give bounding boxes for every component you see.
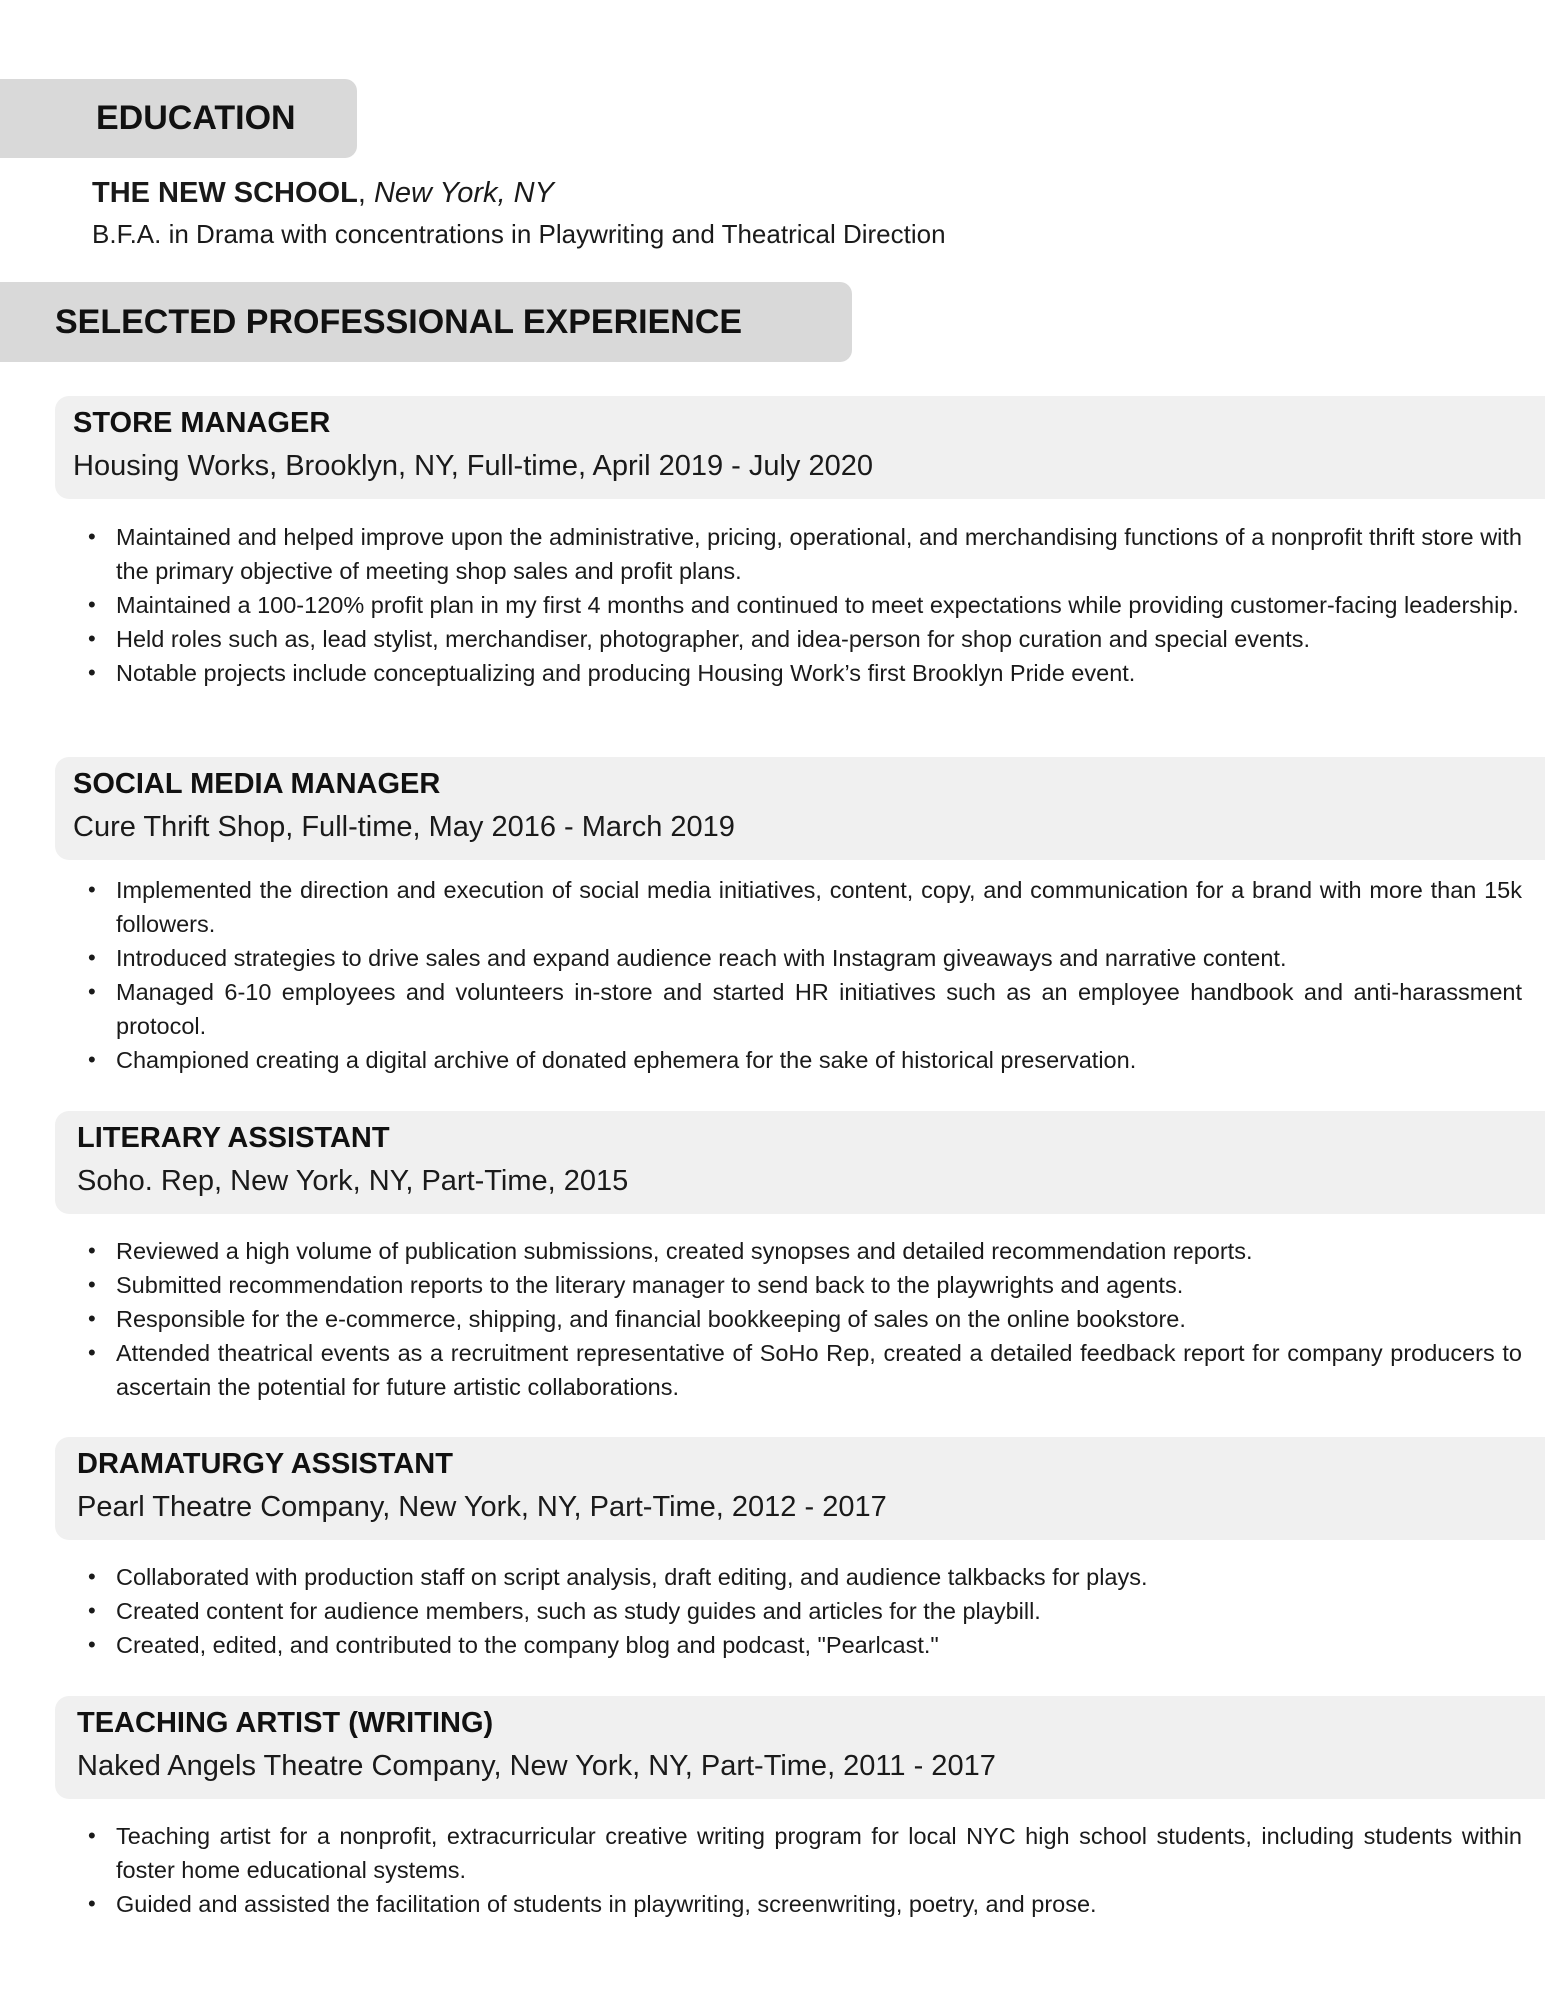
job-title: DRAMATURGY ASSISTANT	[77, 1448, 453, 1480]
bullet-item: • Created, edited, and contributed to the company blog and podcast, "Pearlcast."	[116, 1628, 1522, 1662]
school-separator: ,	[357, 177, 374, 209]
job-header	[55, 396, 1545, 499]
job-header	[55, 1111, 1545, 1214]
bullet-item: • Teaching artist for a nonprofit, extracurricular creative writing program for local NYC high school students, including students within foster home educational systems.	[116, 1819, 1522, 1887]
bullet-item: • Guided and assisted the facilitation of students in playwriting, screenwriting, poetry, and prose.	[116, 1887, 1522, 1921]
bullet-item: • Reviewed a high volume of publication submissions, created synopses and detailed recommendation reports.	[116, 1234, 1522, 1268]
bullet-item: • Attended theatrical events as a recruitment representative of SoHo Rep, created a detailed feedback report for company producers to ascertain the potential for future artistic collaborations.	[116, 1336, 1522, 1404]
school-line	[92, 172, 946, 214]
school-name: THE NEW SCHOOL	[92, 177, 358, 209]
job-title: STORE MANAGER	[73, 407, 331, 439]
bullet-item: • Maintained and helped improve upon the administrative, pricing, operational, and merchandising functions of a nonprofit thrift store with the primary objective of meeting shop sales and profit plans.	[116, 520, 1522, 588]
job-bullets	[116, 520, 1522, 690]
bullet-item: • Held roles such as, lead stylist, merchandiser, photographer, and idea-person for shop curation and special events.	[116, 622, 1522, 656]
bullet-item: • Championed creating a digital archive of donated ephemera for the sake of historical preservation.	[116, 1043, 1522, 1077]
job-header	[55, 1696, 1545, 1799]
job-subtitle: Pearl Theatre Company, New York, NY, Part-Time, 2012 - 2017	[77, 1491, 887, 1523]
job-subtitle: Naked Angels Theatre Company, New York, NY, Part-Time, 2011 - 2017	[77, 1750, 996, 1782]
bullet-item: • Implemented the direction and execution of social media initiatives, content, copy, and communication for a brand with more than 15k followers.	[116, 873, 1522, 941]
job-bullets	[116, 1560, 1522, 1662]
bullet-item: • Managed 6-10 employees and volunteers in-store and started HR initiatives such as an employee handbook and anti-harassment protocol.	[116, 975, 1522, 1043]
job-subtitle: Soho. Rep, New York, NY, Part-Time, 2015	[77, 1165, 629, 1197]
bullet-item: • Created content for audience members, such as study guides and articles for the playbill.	[116, 1594, 1522, 1628]
job-subtitle: Cure Thrift Shop, Full-time, May 2016 - March 2019	[73, 811, 735, 843]
bullet-item: • Maintained a 100-120% profit plan in my first 4 months and continued to meet expectations while providing customer-facing leadership.	[116, 588, 1522, 622]
experience-heading: SELECTED PROFESSIONAL EXPERIENCE	[0, 282, 852, 362]
job-bullets	[116, 1234, 1522, 1404]
bullet-item: • Introduced strategies to drive sales and expand audience reach with Instagram giveaways and narrative content.	[116, 941, 1522, 975]
job-subtitle: Housing Works, Brooklyn, NY, Full-time, April 2019 - July 2020	[73, 450, 873, 482]
degree: B.F.A. in Drama with concentrations in Playwriting and Theatrical Direction	[92, 219, 946, 249]
job-bullets	[116, 1819, 1522, 1921]
education-entry	[92, 172, 946, 254]
education-heading: EDUCATION	[0, 79, 357, 158]
bullet-item: • Notable projects include conceptualizing and producing Housing Work’s first Brooklyn Pride event.	[116, 656, 1522, 690]
job-bullets	[116, 873, 1522, 1077]
school-location: New York, NY	[373, 177, 554, 209]
job-title: SOCIAL MEDIA MANAGER	[73, 768, 441, 800]
bullet-item: • Submitted recommendation reports to the literary manager to send back to the playwrights and agents.	[116, 1268, 1522, 1302]
job-header	[55, 757, 1545, 860]
job-title: TEACHING ARTIST (WRITING)	[77, 1707, 494, 1739]
job-title: LITERARY ASSISTANT	[77, 1122, 390, 1154]
job-header	[55, 1437, 1545, 1540]
bullet-item: • Responsible for the e-commerce, shipping, and financial bookkeeping of sales on the online bookstore.	[116, 1302, 1522, 1336]
bullet-item: • Collaborated with production staff on script analysis, draft editing, and audience talkbacks for plays.	[116, 1560, 1522, 1594]
